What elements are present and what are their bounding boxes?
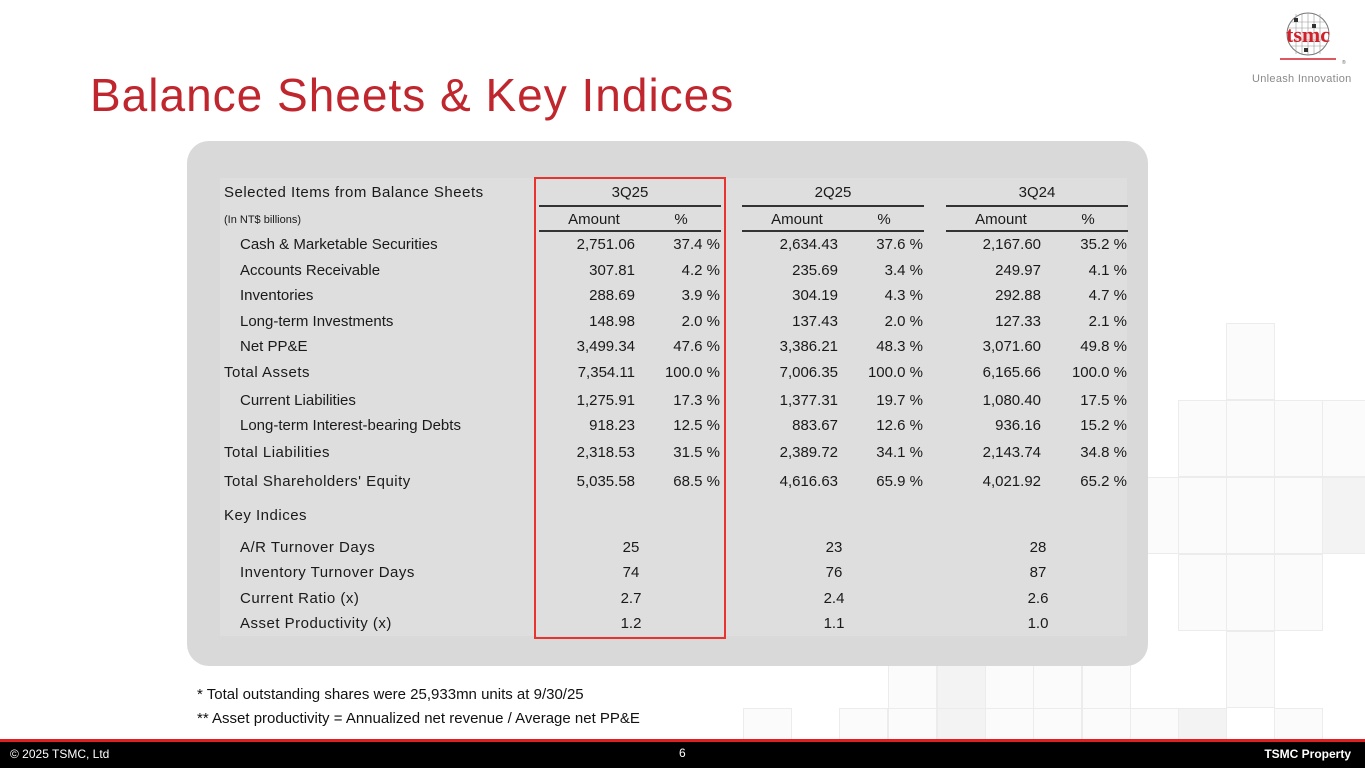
background-square — [1226, 477, 1275, 554]
amount-header: Amount — [568, 211, 620, 228]
amount-cell: 6,165.66 — [982, 364, 1041, 381]
index-label: Current Ratio (x) — [240, 590, 360, 607]
row-label: Accounts Receivable — [240, 262, 381, 279]
pct-cell: 17.5 % — [1080, 392, 1127, 409]
row-label: Total Shareholders' Equity — [224, 473, 411, 490]
logo-text: tsmc — [1286, 22, 1330, 47]
row-label: Total Liabilities — [224, 444, 331, 461]
background-square — [937, 708, 986, 740]
pct-cell: 12.5 % — [673, 417, 720, 434]
footnote-shares: * Total outstanding shares were 25,933mn units at 9/30/25 — [197, 686, 584, 703]
amount-cell: 2,167.60 — [982, 236, 1041, 253]
amount-cell: 5,035.58 — [576, 473, 635, 490]
index-label: A/R Turnover Days — [240, 539, 376, 556]
background-square — [937, 662, 986, 709]
background-square — [1130, 708, 1179, 740]
amount-cell: 288.69 — [589, 287, 635, 304]
background-square — [1178, 708, 1227, 740]
pct-header: % — [674, 211, 688, 228]
background-square — [1082, 662, 1131, 709]
index-value: 2.7 — [620, 590, 642, 607]
background-square — [1033, 708, 1082, 740]
index-value: 28 — [1029, 539, 1047, 556]
amount-cell: 4,021.92 — [982, 473, 1041, 490]
background-square — [1178, 477, 1227, 554]
amount-cell: 307.81 — [589, 262, 635, 279]
index-value: 1.1 — [823, 615, 845, 632]
amount-cell: 2,143.74 — [982, 444, 1041, 461]
property-label: TSMC Property — [1264, 747, 1351, 761]
row-label: Long-term Interest-bearing Debts — [240, 417, 461, 434]
amount-cell: 127.33 — [995, 313, 1041, 330]
pct-cell: 34.1 % — [876, 444, 923, 461]
background-square — [985, 662, 1034, 709]
index-value: 87 — [1029, 564, 1047, 581]
amount-cell: 1,377.31 — [779, 392, 838, 409]
pct-cell: 4.1 % — [1088, 262, 1127, 279]
pct-cell: 4.2 % — [681, 262, 720, 279]
pct-cell: 100.0 % — [867, 364, 923, 381]
period-header: 3Q24 — [1018, 184, 1056, 201]
amount-cell: 7,006.35 — [779, 364, 838, 381]
amount-header: Amount — [771, 211, 823, 228]
amount-cell: 1,080.40 — [982, 392, 1041, 409]
background-square — [1226, 400, 1275, 477]
background-square — [1226, 554, 1275, 631]
pct-cell: 68.5 % — [673, 473, 720, 490]
background-square — [1226, 323, 1275, 400]
index-value: 76 — [825, 564, 843, 581]
background-square — [1322, 400, 1365, 477]
highlight-box-3q25 — [534, 177, 726, 639]
pct-cell: 48.3 % — [876, 338, 923, 355]
tsmc-logo — [1268, 10, 1348, 70]
amount-cell: 292.88 — [995, 287, 1041, 304]
index-value: 2.6 — [1027, 590, 1049, 607]
background-square — [1178, 400, 1227, 477]
amount-cell: 4,616.63 — [779, 473, 838, 490]
amount-cell: 2,634.43 — [779, 236, 838, 253]
row-label: Total Assets — [224, 364, 311, 381]
amount-cell: 249.97 — [995, 262, 1041, 279]
period-header: 2Q25 — [814, 184, 852, 201]
pct-cell: 4.3 % — [884, 287, 923, 304]
page-title: Balance Sheets & Key Indices — [90, 69, 735, 121]
index-value: 1.2 — [620, 615, 642, 632]
amount-header: Amount — [975, 211, 1027, 228]
pct-cell: 37.6 % — [876, 236, 923, 253]
pct-cell: 17.3 % — [673, 392, 720, 409]
amount-cell: 304.19 — [792, 287, 838, 304]
row-label: Net PP&E — [240, 338, 308, 355]
pct-cell: 34.8 % — [1080, 444, 1127, 461]
background-square — [1274, 708, 1323, 740]
background-square — [1274, 477, 1323, 554]
pct-cell: 3.4 % — [884, 262, 923, 279]
unit-note: (In NT$ billions) — [224, 214, 302, 226]
background-square — [888, 708, 937, 740]
background-square — [839, 708, 888, 740]
pct-cell: 65.9 % — [876, 473, 923, 490]
amount-cell: 137.43 — [792, 313, 838, 330]
index-label: Inventory Turnover Days — [240, 564, 415, 581]
background-square — [1226, 631, 1275, 708]
pct-cell: 3.9 % — [681, 287, 720, 304]
pct-cell: 12.6 % — [876, 417, 923, 434]
amount-cell: 2,751.06 — [576, 236, 635, 253]
index-value: 2.4 — [823, 590, 845, 607]
table-rule — [946, 230, 1128, 232]
amount-cell: 2,318.53 — [576, 444, 635, 461]
pct-cell: 2.1 % — [1088, 313, 1127, 330]
pct-cell: 35.2 % — [1080, 236, 1127, 253]
table-heading: Selected Items from Balance Sheets — [224, 184, 484, 201]
background-square — [1274, 400, 1323, 477]
row-label: Current Liabilities — [240, 392, 356, 409]
pct-cell: 31.5 % — [673, 444, 720, 461]
background-square — [1322, 477, 1365, 554]
background-square — [985, 708, 1034, 740]
pct-cell: 47.6 % — [673, 338, 720, 355]
row-label: Cash & Marketable Securities — [240, 236, 438, 253]
amount-cell: 883.67 — [792, 417, 838, 434]
svg-text:®: ® — [1342, 60, 1346, 66]
amount-cell: 1,275.91 — [576, 392, 635, 409]
pct-header: % — [877, 211, 891, 228]
period-header: 3Q25 — [611, 184, 649, 201]
amount-cell: 936.16 — [995, 417, 1041, 434]
amount-cell: 2,389.72 — [779, 444, 838, 461]
amount-cell: 3,071.60 — [982, 338, 1041, 355]
background-square — [1033, 662, 1082, 709]
index-value: 25 — [622, 539, 640, 556]
amount-cell: 148.98 — [589, 313, 635, 330]
pct-cell: 2.0 % — [884, 313, 923, 330]
index-value: 1.0 — [1027, 615, 1049, 632]
pct-cell: 65.2 % — [1080, 473, 1127, 490]
footnote-asset-productivity: ** Asset productivity = Annualized net revenue / Average net PP&E — [197, 710, 640, 727]
copyright: © 2025 TSMC, Ltd — [10, 747, 110, 761]
index-value: 23 — [825, 539, 843, 556]
amount-cell: 918.23 — [589, 417, 635, 434]
row-label: Long-term Investments — [240, 313, 394, 330]
background-square — [743, 708, 792, 740]
pct-cell: 2.0 % — [681, 313, 720, 330]
amount-cell: 3,499.34 — [576, 338, 635, 355]
pct-cell: 100.0 % — [1071, 364, 1127, 381]
background-square — [888, 662, 937, 709]
pct-cell: 19.7 % — [876, 392, 923, 409]
row-label: Inventories — [240, 287, 314, 304]
pct-cell: 100.0 % — [664, 364, 720, 381]
amount-cell: 235.69 — [792, 262, 838, 279]
background-square — [1274, 554, 1323, 631]
background-square — [1082, 708, 1131, 740]
pct-cell: 49.8 % — [1080, 338, 1127, 355]
pct-cell: 15.2 % — [1080, 417, 1127, 434]
key-indices-label: Key Indices — [224, 507, 308, 524]
table-rule — [742, 205, 924, 207]
index-label: Asset Productivity (x) — [240, 615, 392, 632]
table-rule — [946, 205, 1128, 207]
footer-bar — [0, 742, 1365, 768]
amount-cell: 7,354.11 — [577, 364, 635, 381]
background-square — [1178, 554, 1227, 631]
index-value: 74 — [622, 564, 640, 581]
amount-cell: 3,386.21 — [779, 338, 838, 355]
pct-cell: 37.4 % — [673, 236, 720, 253]
page-number: 6 — [679, 746, 686, 760]
table-rule — [742, 230, 924, 232]
pct-cell: 4.7 % — [1088, 287, 1127, 304]
tagline: Unleash Innovation — [1252, 73, 1352, 85]
pct-header: % — [1081, 211, 1095, 228]
